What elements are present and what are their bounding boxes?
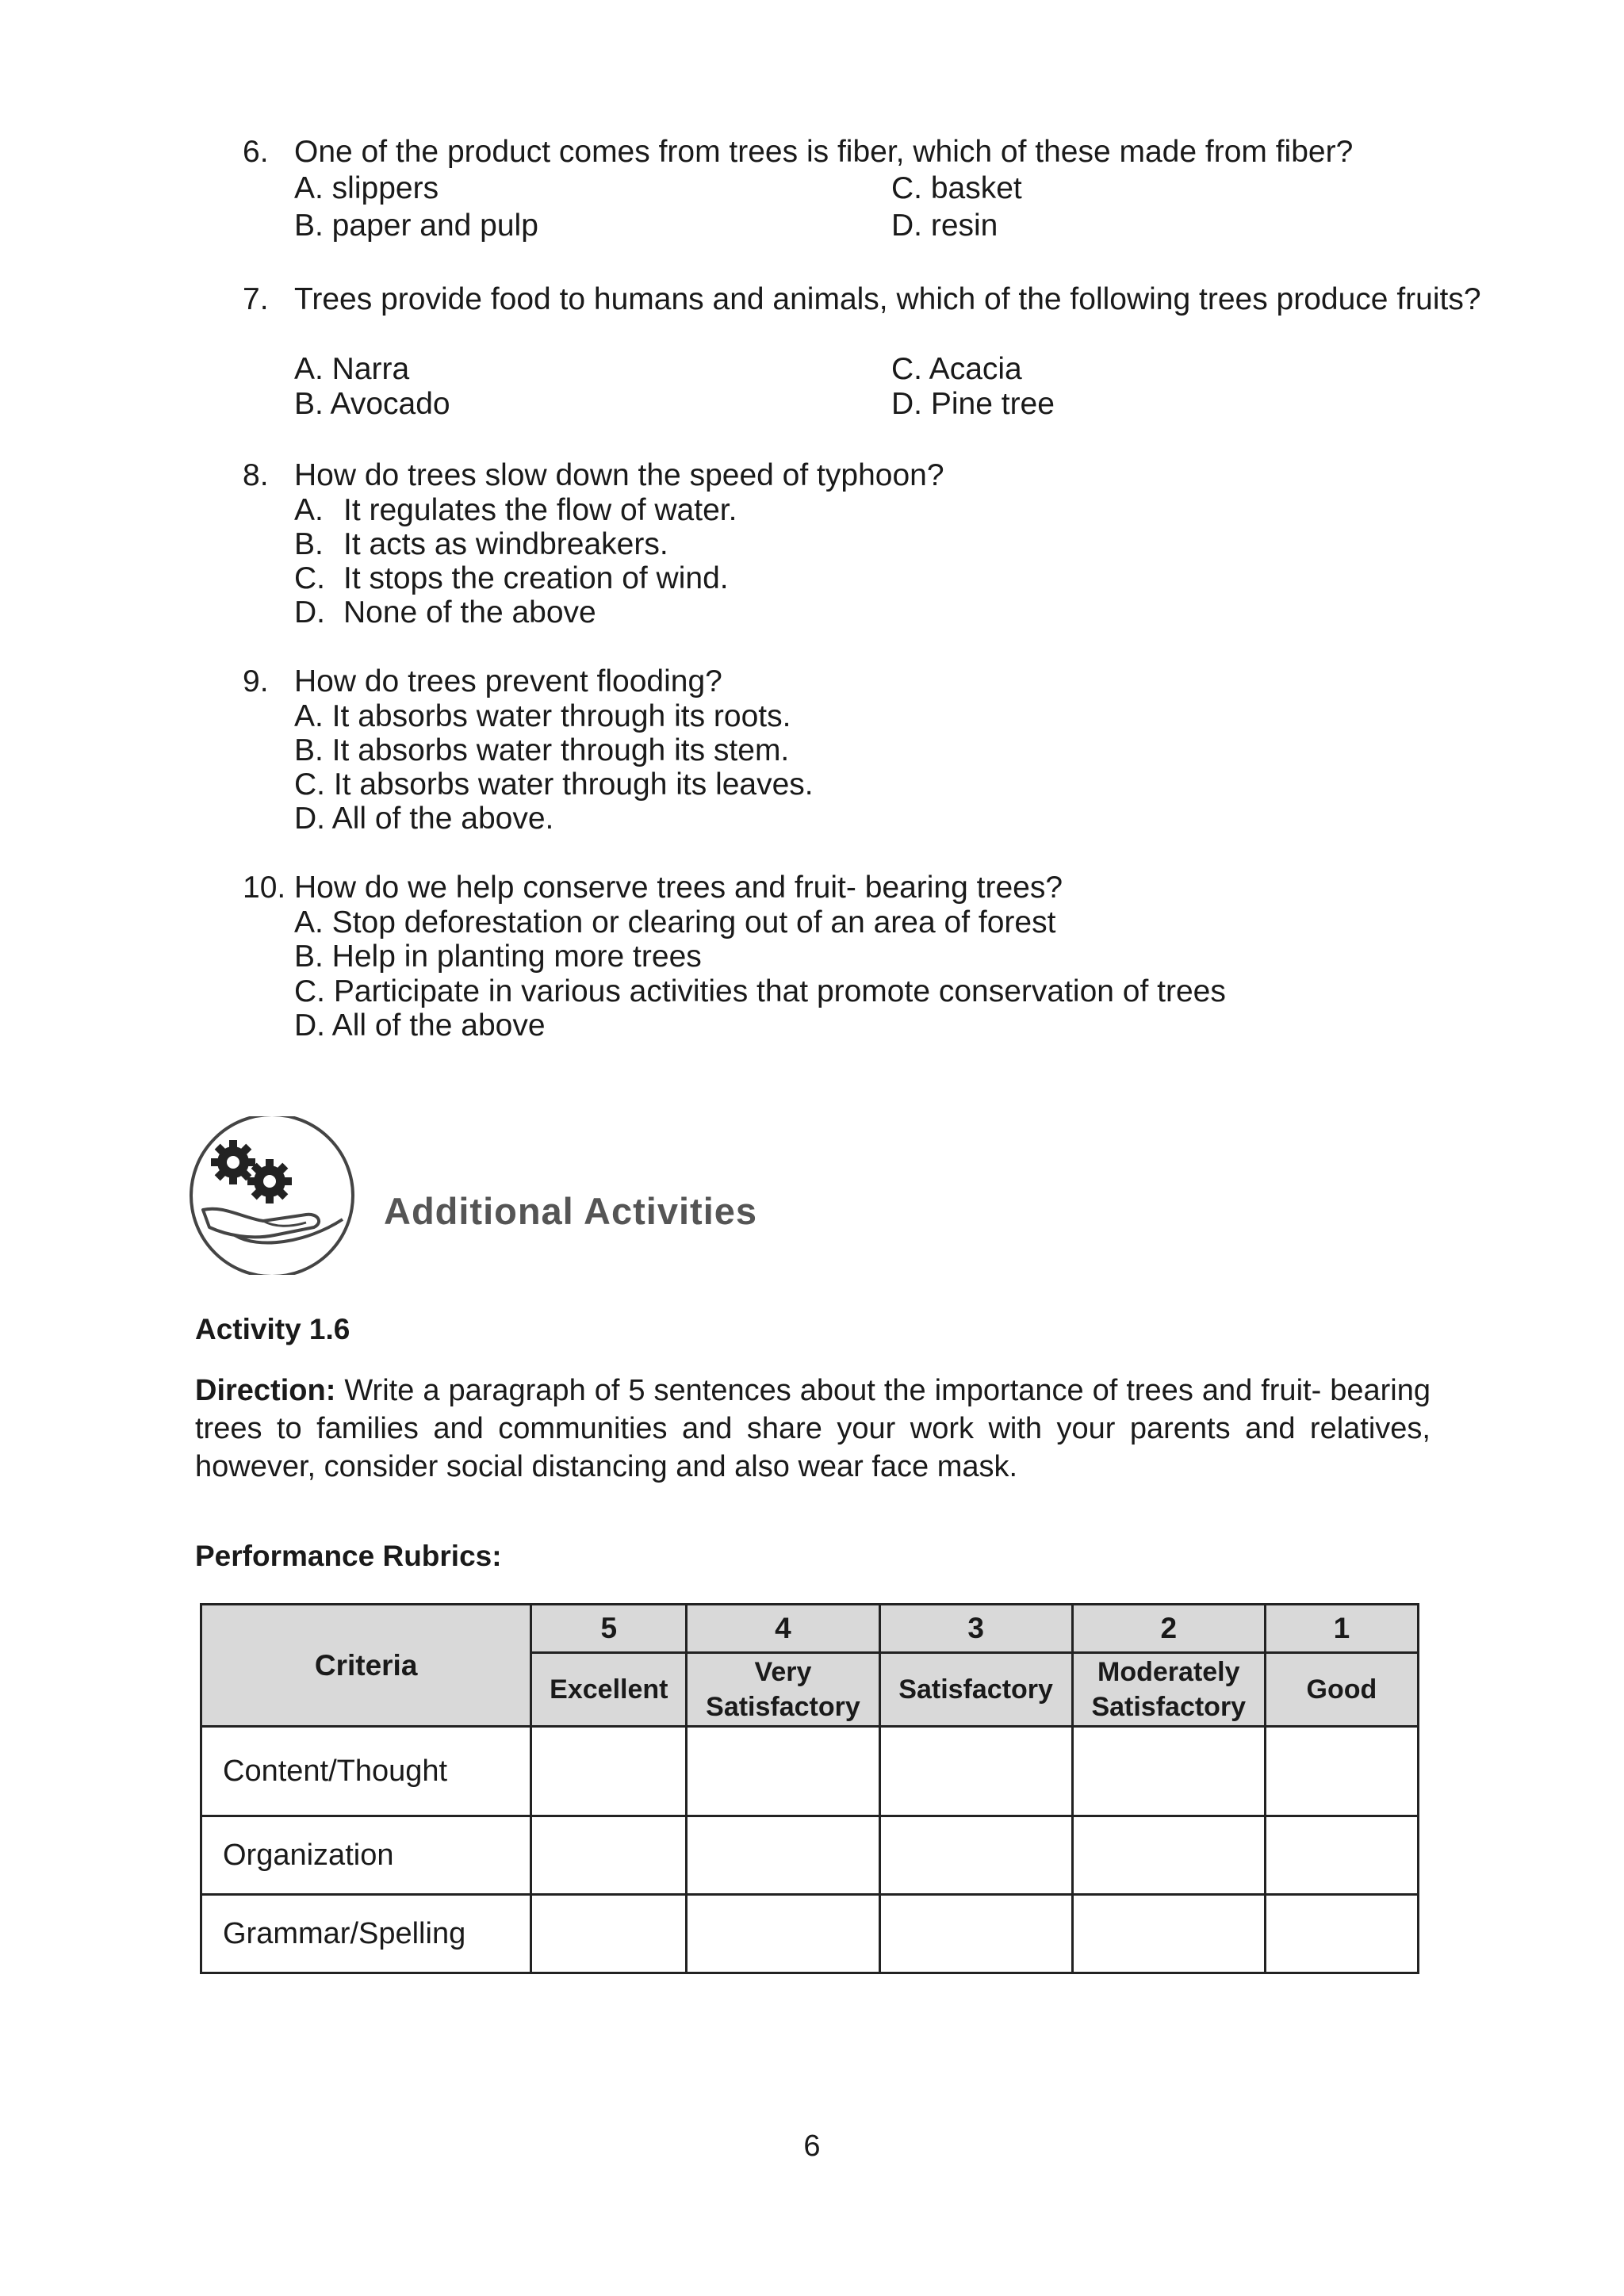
score-header: 3 bbox=[879, 1605, 1072, 1653]
score-cell bbox=[687, 1816, 879, 1895]
score-header: 5 bbox=[531, 1605, 687, 1653]
option: A. Narra bbox=[294, 352, 410, 386]
option: C. Participate in various activities that promote conservation of trees bbox=[294, 974, 1226, 1008]
score-cell bbox=[1072, 1727, 1265, 1816]
section-title: Additional Activities bbox=[384, 1190, 758, 1232]
criteria-header: Criteria bbox=[201, 1605, 531, 1727]
criteria-cell: Grammar/Spelling bbox=[201, 1895, 531, 1973]
question-number: 8. bbox=[243, 458, 269, 492]
question-stem: How do we help conserve trees and fruit- bearing trees? bbox=[294, 871, 1063, 905]
score-header: 1 bbox=[1265, 1605, 1418, 1653]
option: B. It absorbs water through its stem. bbox=[294, 733, 790, 767]
rubric-table bbox=[200, 1603, 1419, 1974]
option: D. All of the above. bbox=[294, 802, 554, 836]
option-letter: B. bbox=[294, 527, 324, 561]
option: A. It absorbs water through its roots. bbox=[294, 699, 791, 733]
score-header: 2 bbox=[1072, 1605, 1265, 1653]
option: C. It absorbs water through its leaves. bbox=[294, 767, 814, 802]
descriptor-header bbox=[531, 1653, 687, 1727]
option: D. Pine tree bbox=[891, 387, 1055, 421]
option-text: It stops the creation of wind. bbox=[343, 561, 729, 595]
rubric-label: Performance Rubrics: bbox=[195, 1540, 502, 1572]
score-cell bbox=[1265, 1816, 1418, 1895]
option-text: It regulates the flow of water. bbox=[343, 493, 737, 527]
question-stem: How do trees slow down the speed of typhoon? bbox=[294, 458, 944, 492]
question-stem: How do trees prevent flooding? bbox=[294, 664, 722, 698]
option: D. resin bbox=[891, 209, 998, 243]
question-stem: Trees provide food to humans and animals, which of the following trees produce fruits? bbox=[294, 282, 1481, 316]
option: A. Stop deforestation or clearing out of an area of forest bbox=[294, 905, 1056, 939]
descriptor-line: Satisfactory bbox=[898, 1674, 1053, 1705]
score-header: 4 bbox=[687, 1605, 879, 1653]
option bbox=[294, 527, 668, 562]
option bbox=[294, 561, 729, 596]
direction-label: Direction: bbox=[195, 1374, 336, 1407]
activity-label: Activity 1.6 bbox=[195, 1313, 350, 1345]
direction-paragraph bbox=[195, 1372, 1431, 1486]
table-row bbox=[201, 1895, 1419, 1973]
descriptor-header bbox=[879, 1653, 1072, 1727]
score-cell bbox=[687, 1895, 879, 1973]
option bbox=[294, 595, 596, 630]
descriptor-line: Excellent bbox=[550, 1674, 668, 1705]
descriptor-line: Very bbox=[754, 1657, 812, 1687]
score-cell bbox=[879, 1816, 1072, 1895]
criteria-cell: Content/Thought bbox=[201, 1727, 531, 1816]
option: B. Avocado bbox=[294, 387, 450, 421]
question-number: 7. bbox=[243, 282, 269, 316]
descriptor-header bbox=[1265, 1653, 1418, 1727]
score-cell bbox=[1072, 1816, 1265, 1895]
direction-text: Write a paragraph of 5 sentences about the importance of trees and fruit- bearing trees to families and communities and share your work with your parents and relatives, however, consider social distancing and also wear face mask. bbox=[195, 1374, 1431, 1483]
score-cell bbox=[879, 1895, 1072, 1973]
descriptor-line: Good bbox=[1306, 1674, 1377, 1705]
criteria-cell: Organization bbox=[201, 1816, 531, 1895]
option: B. paper and pulp bbox=[294, 209, 538, 243]
descriptor-header bbox=[1072, 1653, 1265, 1727]
option-letter: D. bbox=[294, 595, 325, 629]
option: B. Help in planting more trees bbox=[294, 939, 702, 974]
question-number: 10. bbox=[243, 871, 286, 905]
score-cell bbox=[1072, 1895, 1265, 1973]
page-number: 6 bbox=[803, 2130, 821, 2163]
option: C. basket bbox=[891, 171, 1022, 205]
table-row bbox=[201, 1727, 1419, 1816]
option: D. All of the above bbox=[294, 1008, 546, 1043]
option-letter: A. bbox=[294, 493, 324, 527]
score-cell bbox=[879, 1727, 1072, 1816]
score-cell bbox=[531, 1895, 687, 1973]
option bbox=[294, 493, 737, 528]
descriptor-header bbox=[687, 1653, 879, 1727]
score-cell bbox=[1265, 1727, 1418, 1816]
option-text: It acts as windbreakers. bbox=[343, 527, 668, 561]
option: C. Acacia bbox=[891, 352, 1022, 386]
option-letter: C. bbox=[294, 561, 325, 595]
descriptor-line: Moderately bbox=[1097, 1657, 1240, 1687]
descriptor-line: Satisfactory bbox=[1091, 1692, 1247, 1722]
score-cell bbox=[1265, 1895, 1418, 1973]
score-cell bbox=[531, 1816, 687, 1895]
question-stem: One of the product comes from trees is fiber, which of these made from fiber? bbox=[294, 135, 1354, 169]
option-text: None of the above bbox=[343, 595, 596, 629]
score-cell bbox=[531, 1727, 687, 1816]
score-cell bbox=[687, 1727, 879, 1816]
option: A. slippers bbox=[294, 171, 439, 205]
descriptor-line: Satisfactory bbox=[706, 1692, 860, 1722]
question-number: 6. bbox=[243, 135, 269, 169]
table-row bbox=[201, 1816, 1419, 1895]
gears-in-hand-icon bbox=[187, 1116, 357, 1275]
question-number: 9. bbox=[243, 664, 269, 698]
